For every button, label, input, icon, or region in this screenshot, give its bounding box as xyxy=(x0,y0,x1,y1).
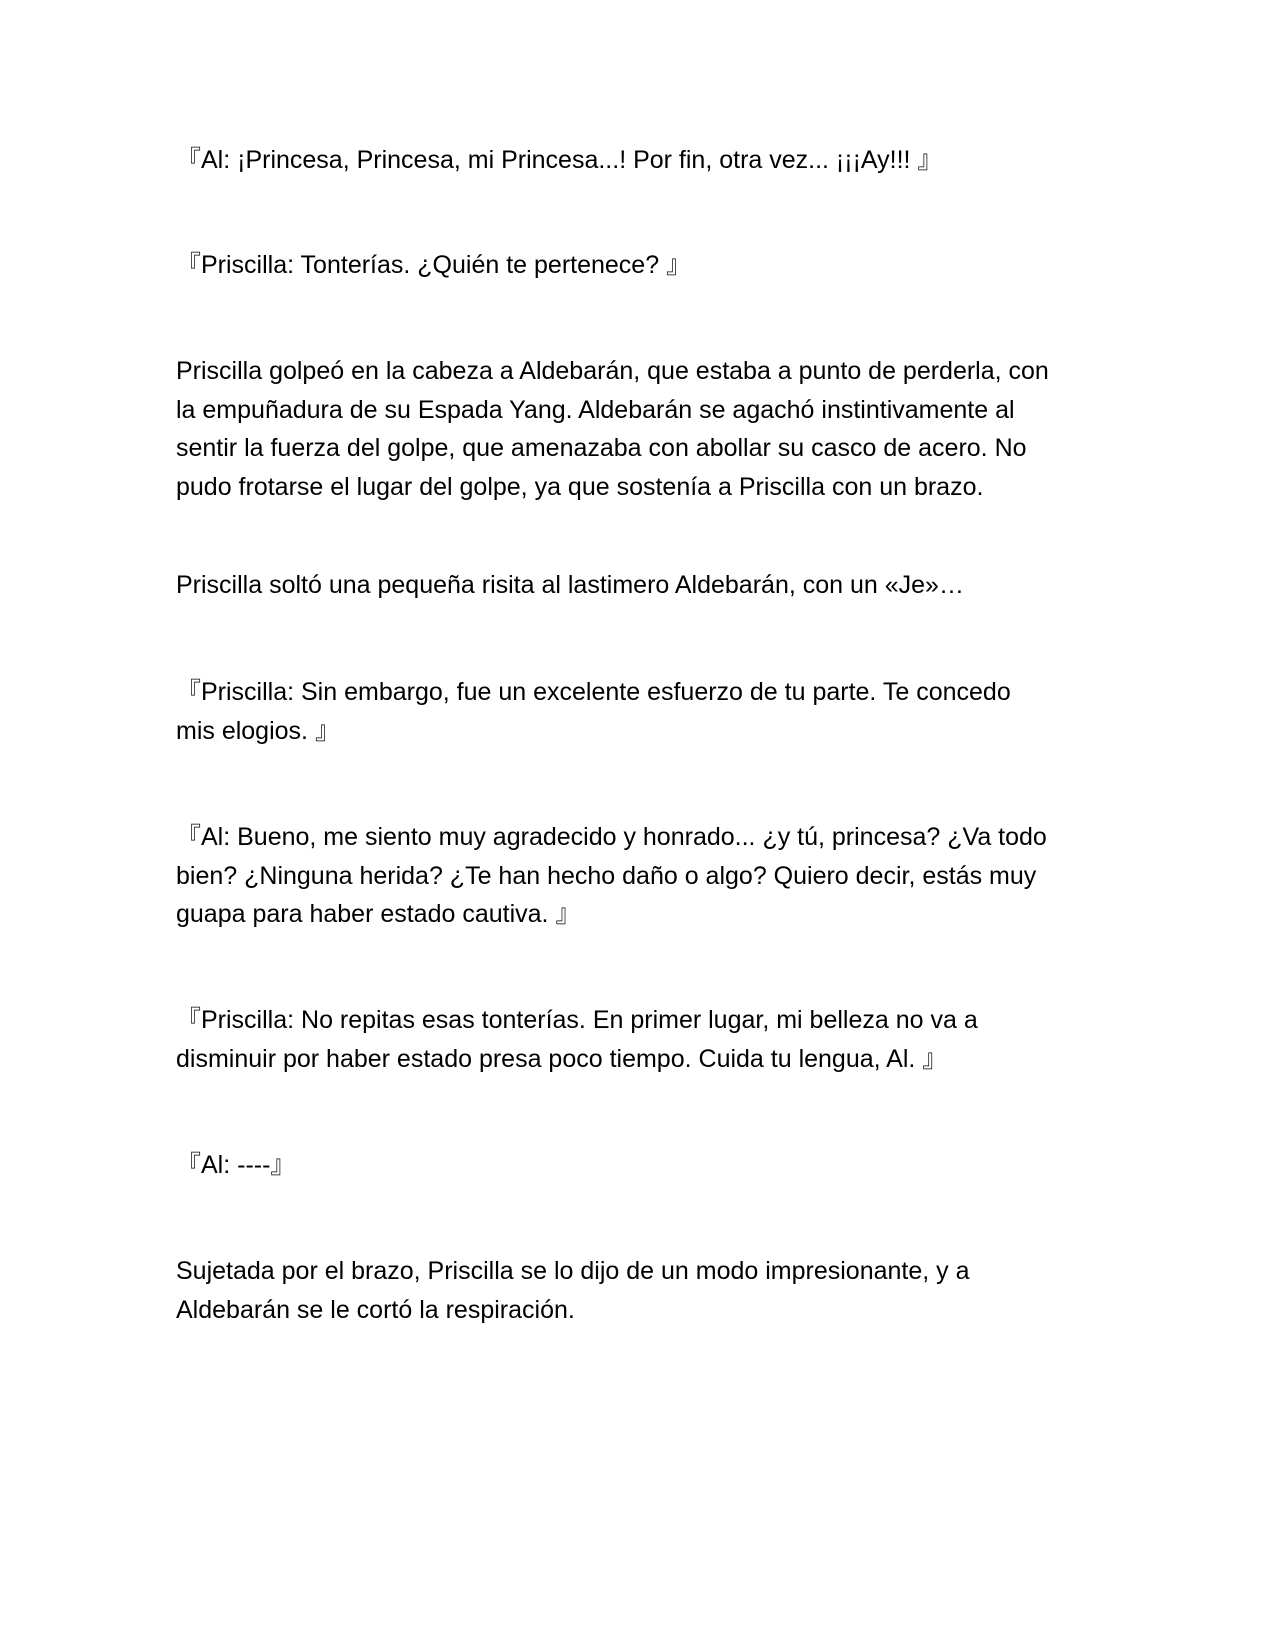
text-line: 『Priscilla: Tonterías. ¿Quién te pertenece? 』 xyxy=(176,251,692,279)
dialogue-al-silencio xyxy=(176,1146,1096,1185)
dialogue-priscilla-belleza xyxy=(176,1001,1096,1078)
text-line: 『Al: ----』 xyxy=(176,1151,296,1179)
text-line: 『Al: Bueno, me siento muy agradecido y honrado... ¿y tú, princesa? ¿Va todo xyxy=(176,823,1047,851)
narration-golpe xyxy=(176,352,1096,506)
text-line: pudo frotarse el lugar del golpe, ya que sostenía a Priscilla con un brazo. xyxy=(176,472,984,501)
text-line: Priscilla soltó una pequeña risita al lastimero Aldebarán, con un «Je»… xyxy=(176,571,964,599)
dialogue-priscilla-elogios xyxy=(176,673,1096,750)
text-line: bien? ¿Ninguna herida? ¿Te han hecho daño o algo? Quiero decir, estás muy xyxy=(176,861,1037,890)
narration-respiracion xyxy=(176,1252,1096,1329)
text-line: Priscilla golpeó en la cabeza a Aldebarán, que estaba a punto de perderla, con xyxy=(176,357,1049,385)
text-line: 『Al: ¡Princesa, Princesa, mi Princesa...! Por fin, otra vez... ¡¡¡Ay!!! 』 xyxy=(176,146,943,174)
text-line: guapa para haber estado cautiva. 』 xyxy=(176,900,581,928)
dialogue-priscilla-tonterias xyxy=(176,246,1096,285)
text-line: la empuñadura de su Espada Yang. Aldebarán se agachó instintivamente al xyxy=(176,395,1015,424)
text-line: disminuir por haber estado presa poco tiempo. Cuida tu lengua, Al. 』 xyxy=(176,1044,948,1073)
narration-risita xyxy=(176,566,1096,605)
dialogue-al-agradecido xyxy=(176,818,1096,934)
dialogue-al-princesa xyxy=(176,141,1096,180)
text-line: Sujetada por el brazo, Priscilla se lo dijo de un modo impresionante, y a xyxy=(176,1257,970,1285)
text-line: mis elogios. 』 xyxy=(176,716,340,745)
text-line: 『Priscilla: Sin embargo, fue un excelente esfuerzo de tu parte. Te concedo xyxy=(176,678,1011,706)
text-line: 『Priscilla: No repitas esas tonterías. En primer lugar, mi belleza no va a xyxy=(176,1006,978,1034)
text-line: sentir la fuerza del golpe, que amenazaba con abollar su casco de acero. No xyxy=(176,434,1027,462)
text-line: Aldebarán se le cortó la respiración. xyxy=(176,1295,575,1324)
